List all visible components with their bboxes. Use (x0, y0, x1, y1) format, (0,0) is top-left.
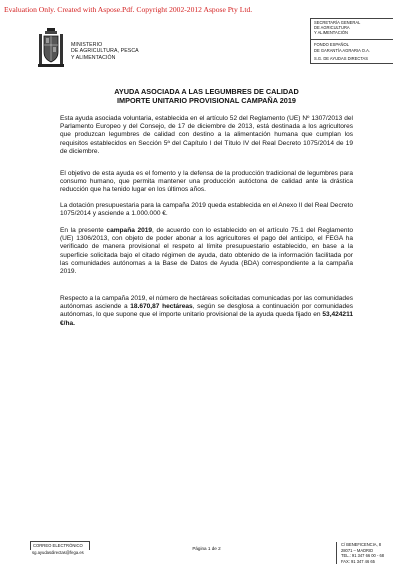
ministry-line: DE AGRICULTURA, PESCA (71, 48, 139, 55)
campaign-bold: campaña 2019 (106, 227, 153, 234)
secretaria-box (310, 18, 393, 40)
paragraph-regulation: Esta ayuda asociada voluntaria, establecida en el artículo 52 del Reglamento (UE) Nº 1307/2013 del Parlamento Europeo y del Consejo, de 17 de diciembre de 2013, está destinada a los agricultores que produzcan legumbres de calidad con destino a la alimentación humana que cumplan los requisitos establecidos en Sección 5ª del Capítulo I del Título IV del Real Decreto 1075/2014 de 19 de diciembre. (60, 115, 353, 155)
document-title (60, 87, 353, 105)
text-span: En la presente (60, 227, 107, 234)
paragraph-objective: El objetivo de esta ayuda es el fomento y la defensa de la producción tradicional de legumbres para consumo humano, que permita mantener una producción autóctona de calidad ante la drástica reducción que ha tenido lugar en los últimos años. (60, 170, 353, 194)
ministry-name (71, 42, 139, 61)
ministry-line: MINISTERIO (71, 42, 103, 48)
fondo-box (310, 40, 393, 64)
coat-of-arms-logo (38, 27, 64, 69)
unit-amount-bold: 53,424211 €/ha. (60, 311, 353, 327)
text-span: , de acuerdo con lo establecido en el artículo 75.1 del Reglamento (UE) 1306/2013, con objeto de poder abonar a los agricultores el pago del anticipo, el FEGA ha verificado de manera provisional el respeto al límite presupuestario establecido, en base a la superficie solicitada bajo el citado régimen de ayuda, dato obtenido de la información facilitada por las comunidades autónomas a la Base de Datos de Ayuda (BDA) correspondiente a la campaña 2019. (60, 227, 353, 276)
page-number: Página 1 de 2 (192, 546, 221, 551)
ministry-line: Y ALIMENTACIÓN (71, 54, 116, 61)
fondo-line: FONDO ESPAÑOL (314, 42, 349, 47)
subdireccion-label: S.G. DE AYUDAS DIRECTAS (314, 56, 368, 62)
address-line: 28071 – MADRID (341, 547, 374, 553)
address-line: C/ BENEFICENCIA, 8 (341, 542, 382, 547)
address-block (336, 542, 384, 564)
paragraph-budget: La dotación presupuestaria para la campaña 2019 queda establecida en el Anexo II del Real Decreto 1075/2014 y asciende a 1.000.000 €. (60, 202, 353, 218)
evaluation-watermark: Evaluation Only. Created with Aspose.Pdf. Copyright 2002-2012 Aspose Pty Ltd. (4, 5, 253, 14)
hectares-bold: 18.670,87 hectáreas (130, 303, 193, 311)
title-line: IMPORTE UNITARIO PROVISIONAL CAMPAÑA 2019 (117, 96, 296, 105)
secretaria-line: DE AGRICULTURA (314, 25, 350, 31)
email-link[interactable]: sg.ayudasdirectas@fega.es (32, 550, 84, 555)
email-label: CORREO ELECTRÓNICO (30, 541, 90, 550)
text-span: , según se desglosa a continuación por comunidades autónomas, lo que supone que el importe unitario provisional de la ayuda queda fijado en (60, 303, 353, 319)
address-line: FAX: 91 347 46 65 (341, 558, 375, 564)
secretaria-line: Y ALIMENTACIÓN (314, 30, 348, 36)
text-span: Respecto a la campaña 2019, el número de hectáreas solicitadas comunicadas por las comunidades autónomas asciende a (60, 295, 353, 311)
title-line: AYUDA ASOCIADA A LAS LEGUMBRES DE CALIDAD (114, 87, 299, 96)
address-line: TEL.: 91 347 66 00 - 68 (341, 553, 385, 558)
fondo-line: DE GARANTÍA AGRARIA O.A. (314, 47, 370, 53)
secretaria-line: SECRETARÍA GENERAL (314, 20, 361, 25)
paragraph-campaign (60, 227, 353, 276)
paragraph-hectares (60, 295, 353, 328)
